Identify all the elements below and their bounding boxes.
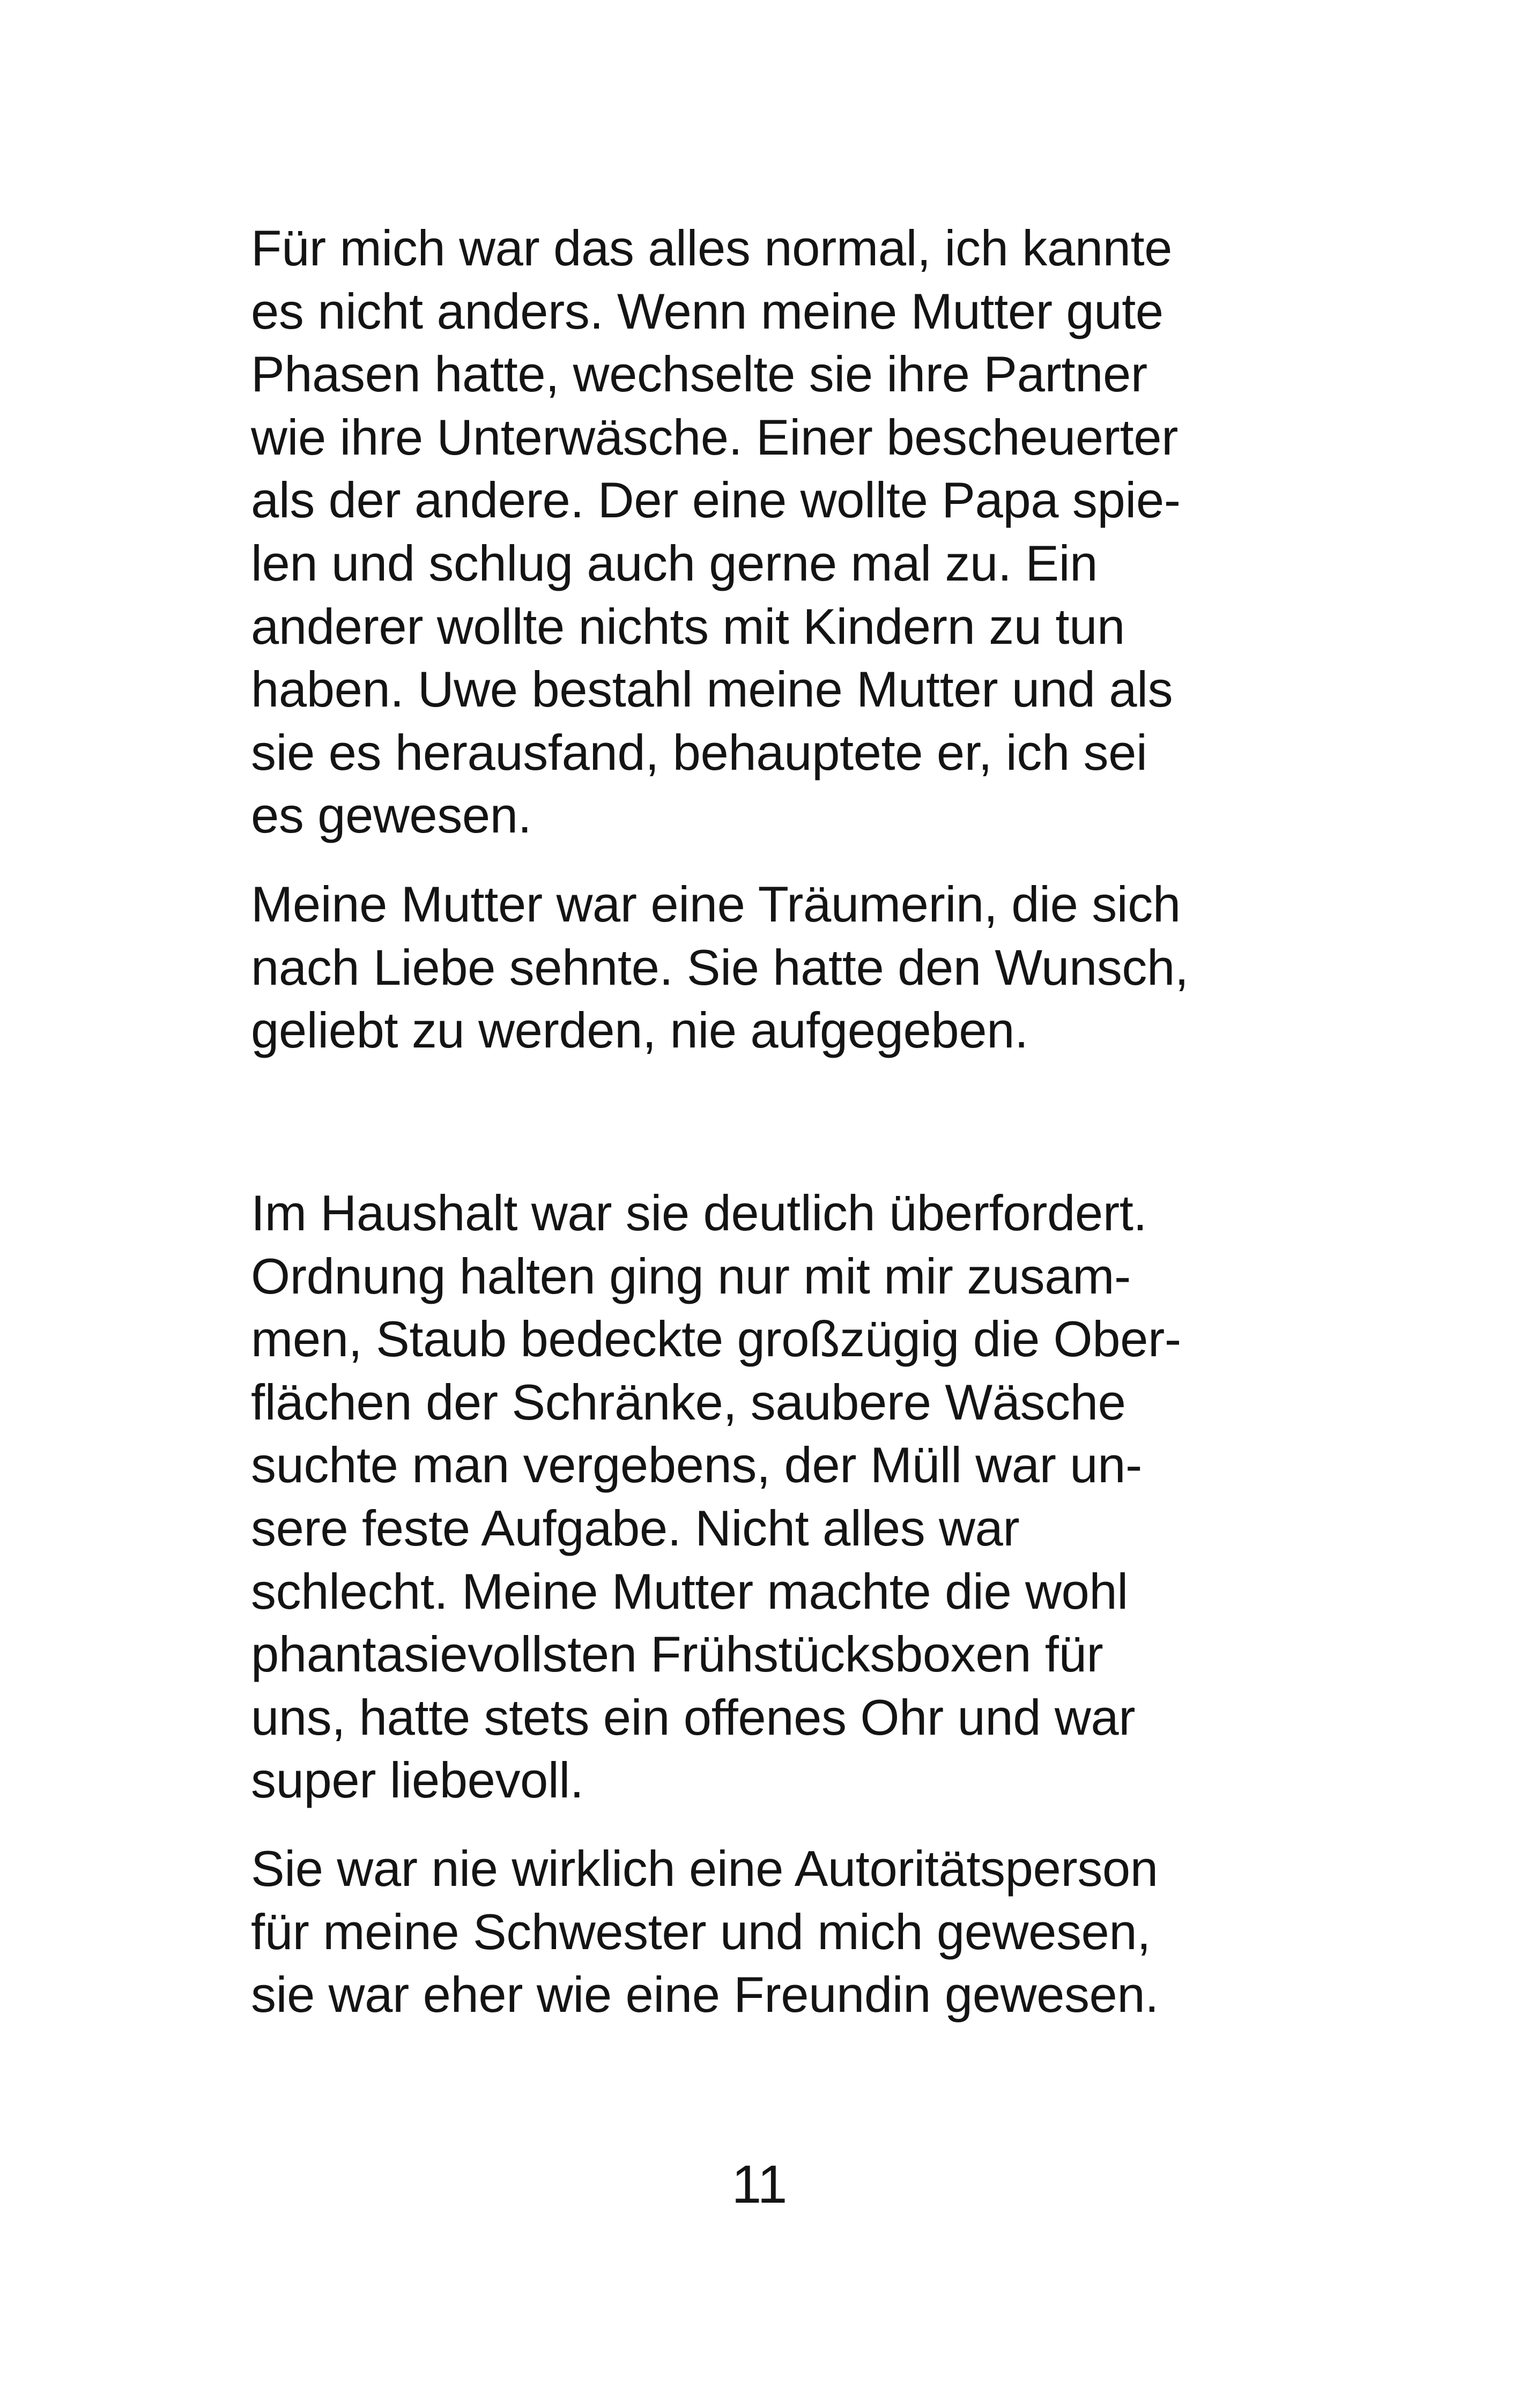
text-line: Im Haushalt war sie deutlich überfordert. — [251, 1185, 1147, 1241]
text-line: uns, hatte stets ein offenes Ohr und war — [251, 1689, 1136, 1745]
text-line: wie ihre Unterwäsche. Einer bescheuerter — [251, 408, 1179, 465]
text-line: als der andere. Der eine wollte Papa spie- — [251, 472, 1181, 529]
text-line: Ordnung halten ging nur mit mir zusam- — [251, 1247, 1131, 1304]
paragraph-3 — [251, 1181, 1323, 1812]
text-line: sie es herausfand, behauptete er, ich sei — [251, 724, 1147, 781]
text-line: für meine Schwester und mich gewesen, — [251, 1903, 1151, 1960]
text-line: Meine Mutter war eine Träumerin, die sich — [251, 876, 1181, 932]
paragraph-1 — [251, 217, 1323, 847]
text-line: phantasievollsten Frühstücksboxen für — [251, 1626, 1103, 1683]
text-line: sere feste Aufgabe. Nicht alles war — [251, 1499, 1020, 1556]
text-line: Für mich war das alles normal, ich kannte — [251, 220, 1173, 276]
text-line: suchte man vergebens, der Müll war un- — [251, 1437, 1142, 1493]
text-line: flächen der Schränke, saubere Wäsche — [251, 1373, 1126, 1430]
text-line: nach Liebe sehnte. Sie hatte den Wunsch, — [251, 939, 1189, 995]
text-line: Phasen hatte, wechselte sie ihre Partner — [251, 346, 1147, 403]
text-line: es gewesen. — [251, 787, 532, 844]
text-line: super liebevoll. — [251, 1752, 584, 1809]
paragraph-2 — [251, 873, 1323, 1062]
text-line: len und schlug auch gerne mal zu. Ein — [251, 534, 1098, 591]
text-line: schlecht. Meine Mutter machte die wohl — [251, 1563, 1128, 1619]
text-line: geliebt zu werden, nie aufgegeben. — [251, 1002, 1028, 1059]
text-line: Sie war nie wirklich eine Autoritätsperson — [251, 1840, 1158, 1897]
text-line: es nicht anders. Wenn meine Mutter gute — [251, 283, 1164, 339]
text-line: men, Staub bedeckte großzügig die Ober- — [251, 1311, 1181, 1367]
text-line: anderer wollte nichts mit Kindern zu tun — [251, 598, 1125, 655]
text-line: sie war eher wie eine Freundin gewesen. — [251, 1966, 1159, 2023]
text-line: haben. Uwe bestahl meine Mutter und als — [251, 661, 1173, 718]
paragraph-4 — [251, 1837, 1323, 2026]
page-number: 11 — [731, 2154, 788, 2214]
